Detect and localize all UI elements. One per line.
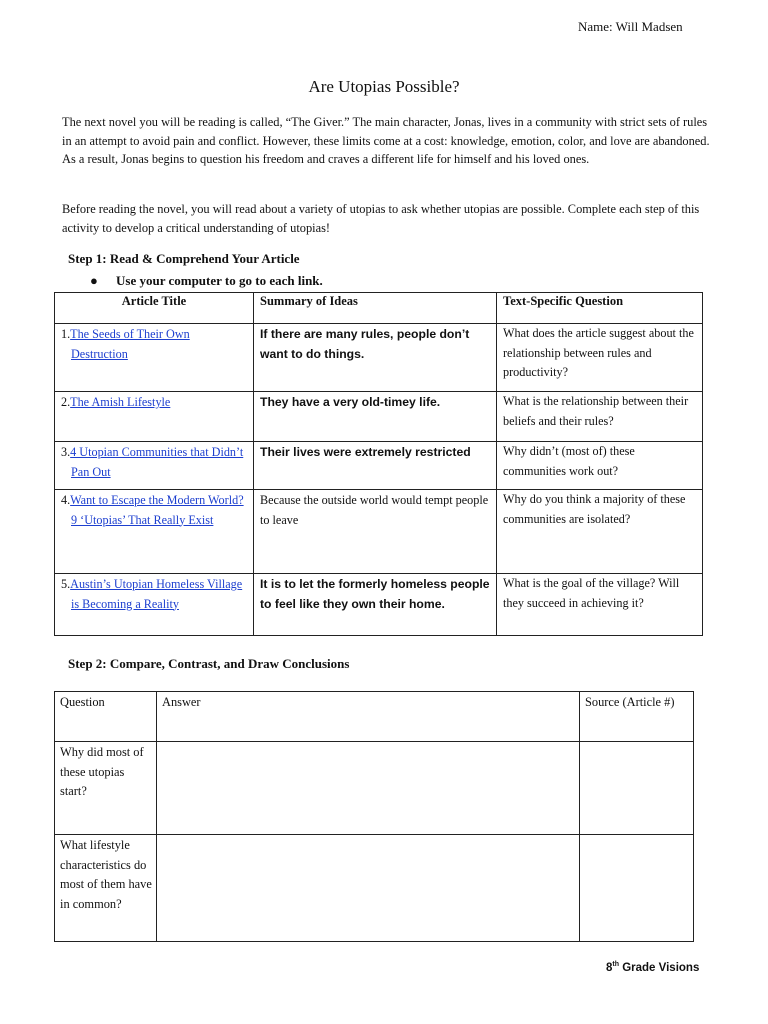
article-link[interactable]: 4 Utopian Communities that Didn’t Pan Out: [70, 445, 244, 479]
article-cell: [55, 392, 254, 442]
table-row: [55, 574, 703, 636]
article-link[interactable]: Want to Escape the Modern World? 9 ‘Utopias’ That Really Exist: [70, 493, 244, 527]
question-cell: Why do you think a majority of these communities are isolated?: [497, 490, 703, 574]
table-row: [55, 490, 703, 574]
article-cell: [55, 442, 254, 490]
article-link[interactable]: The Seeds of Their Own Destruction: [70, 327, 190, 361]
summary-cell: Because the outside world would tempt people to leave: [254, 490, 497, 574]
article-link[interactable]: Austin’s Utopian Homeless Village is Becoming a Reality: [70, 577, 243, 611]
table-row: [55, 835, 694, 942]
column-header: Source (Article #): [580, 692, 694, 742]
column-header: Article Title: [55, 293, 254, 324]
answer-cell[interactable]: [157, 835, 580, 942]
articles-table: [54, 292, 703, 636]
intro-paragraph: The next novel you will be reading is called, “The Giver.” The main character, Jonas, lives in a community with strict sets of rules in an attempt to avoid pain and conflict. However, these limits come at a cost: knowledge, emotion, color, and love are abandoned. As a result, Jonas begins to question his freedom and craves a different life for himself and his loved ones.: [62, 115, 710, 166]
footer-label: [606, 961, 699, 974]
question-cell: Why did most of these utopias start?: [55, 742, 157, 835]
column-header: Summary of Ideas: [254, 293, 497, 324]
article-number: 5.: [61, 577, 71, 591]
article-number: 3.: [61, 445, 71, 459]
summary-cell: Their lives were extremely restricted: [254, 442, 497, 490]
article-number: 4.: [61, 493, 71, 507]
source-cell[interactable]: [580, 835, 694, 942]
table-row: [55, 442, 703, 490]
table-row: [55, 324, 703, 392]
article-link[interactable]: The Amish Lifestyle: [70, 395, 171, 409]
table-row: [55, 392, 703, 442]
summary-cell: It is to let the formerly homeless people to feel like they own their home.: [254, 574, 497, 636]
question-cell: What is the goal of the village? Will they succeed in achieving it?: [497, 574, 703, 636]
step1-heading: Step 1: Read & Comprehend Your Article: [68, 251, 300, 266]
column-header: Answer: [157, 692, 580, 742]
source-cell[interactable]: [580, 742, 694, 835]
student-name: Name: Will Madsen: [578, 19, 683, 34]
column-header: Question: [55, 692, 157, 742]
question-cell: What does the article suggest about the relationship between rules and productivity?: [497, 324, 703, 392]
article-cell: [55, 324, 254, 392]
instructions-paragraph: Before reading the novel, you will read about a variety of utopias to ask whether utopias are possible. Complete each step of this activity to develop a critical understanding of utopias!: [62, 202, 700, 235]
question-cell: What is the relationship between their beliefs and their rules?: [497, 392, 703, 442]
footer-superscript: th: [612, 961, 620, 968]
footer-grade: 8: [606, 961, 613, 974]
question-cell: Why didn’t (most of) these communities work out?: [497, 442, 703, 490]
question-cell: What lifestyle characteristics do most of them have in common?: [55, 835, 157, 942]
bullet-icon: ●: [90, 273, 98, 288]
table-header-row: [55, 293, 703, 324]
table-header-row: [55, 692, 694, 742]
summary-cell: They have a very old-timey life.: [254, 392, 497, 442]
conclusions-table: [54, 691, 694, 942]
page-title: Are Utopias Possible?: [308, 77, 460, 96]
answer-cell[interactable]: [157, 742, 580, 835]
article-cell: [55, 574, 254, 636]
footer-text: Grade Visions: [619, 961, 700, 974]
column-header: Text-Specific Question: [497, 293, 703, 324]
article-number: 2.: [61, 395, 71, 409]
step2-heading: Step 2: Compare, Contrast, and Draw Conclusions: [68, 656, 350, 671]
bullet-text: Use your computer to go to each link.: [116, 273, 323, 288]
article-number: 1.: [61, 327, 71, 341]
article-cell: [55, 490, 254, 574]
summary-cell: If there are many rules, people don’t want to do things.: [254, 324, 497, 392]
table-row: [55, 742, 694, 835]
